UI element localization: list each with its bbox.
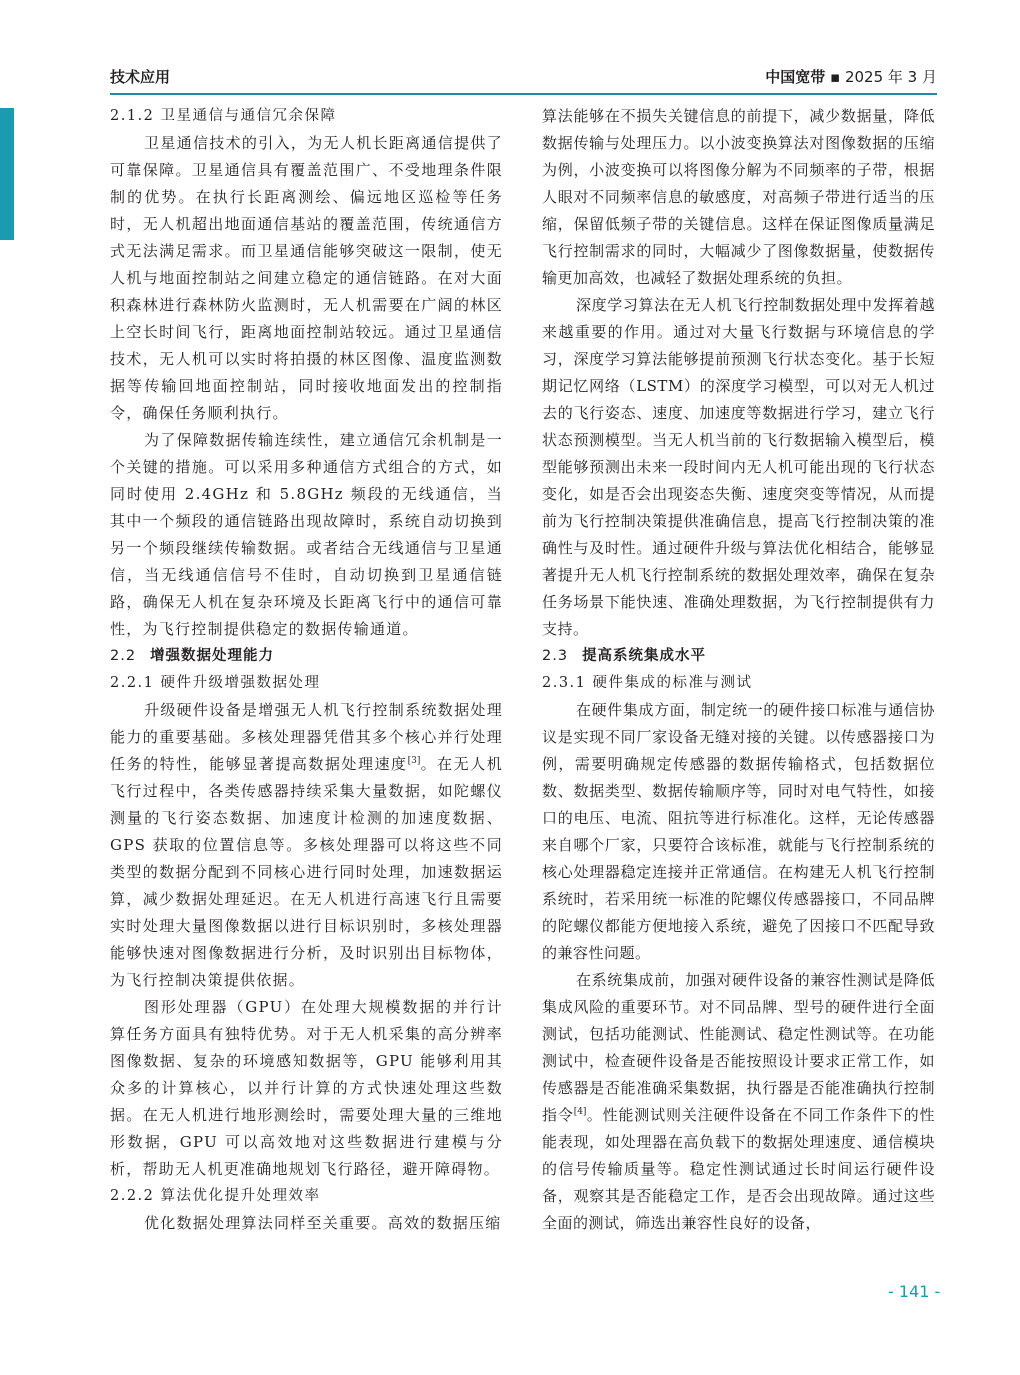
paragraph: 深度学习算法在无人机飞行控制数据处理中发挥着越来越重要的作用。通过对大量飞行数据与环境信息的学习，深度学习算法能够提前预测飞行状态变化。基于长短期记忆网络（LSTM）的深度学习模型，可以对无人机过去的飞行姿态、速度、加速度等数据进行学习，建立飞行状态预测模型。当无人机当前的飞行数据输入模型后，模型能够预测出未来一段时间内无人机可能出现的飞行状态变化，如是否会出现姿态失衡、速度突变等情况，从而提前为飞行控制决策提供准确信息，提高飞行控制决策的准确性与及时性。通过硬件升级与算法优化相结合，能够显著提升无人机飞行控制系统的数据处理效率，确保在复杂任务场景下能快速、准确处理数据，为飞行控制提供有力支持。 bbox=[542, 296, 935, 638]
paragraph-text: 。性能测试则关注硬件设备在不同工作条件下的性能表现，如处理器在高负载下的数据处理速度、通信模块的信号传输质量等。稳定性测试通过长时间运行硬件设备，观察其是否能稳定工作，是否会出现故障。通过这些全面的测试，筛选出兼容性良好的设备， bbox=[542, 1106, 935, 1232]
citation-ref: [4] bbox=[573, 1107, 587, 1117]
heading-2-2-2: 2.2.2 算法优化提升处理效率 bbox=[110, 1188, 321, 1204]
paragraph-continued: 算法能够在不损失关键信息的前提下，减少数据量，降低数据传输与处理压力。以小波变换算法对图像数据的压缩为例，小波变换可以将图像分解为不同频率的子带，根据人眼对不同频率信息的敏感度，对高频子带进行适当的压缩，保留低频子带的关键信息。这样在保证图像质量满足飞行控制需求的同时，大幅减少了图像数据量，使数据传输更加高效，也减轻了数据处理系统的负担。 bbox=[542, 107, 935, 287]
paragraph bbox=[542, 967, 935, 1237]
heading-2-3 bbox=[542, 643, 935, 670]
journal-info bbox=[765, 66, 937, 87]
separator: ▪ bbox=[830, 68, 841, 86]
heading-2-1-2: 2.1.2 卫星通信与通信冗余保障 bbox=[110, 108, 337, 124]
paragraph bbox=[110, 697, 503, 994]
paragraph: 图形处理器（GPU）在处理大规模数据的并行计算任务方面具有独特优势。对于无人机采集的高分辨率图像数据、复杂的环境感知数据等，GPU 能够利用其众多的计算核心，以并行计算的方式快速处理这些数据。在无人机进行地形测绘时，需要处理大量的三维地形数据，GPU 可以高效地对这些数据进行建模与分析，帮助无人机更准确地规划飞行路径，避开障碍物。 bbox=[110, 998, 503, 1178]
heading-2-2-1: 2.2.1 硬件升级增强数据处理 bbox=[110, 675, 321, 691]
paragraph: 为了保障数据传输连续性，建立通信冗余机制是一个关键的措施。可以采用多种通信方式组合的方式，如同时使用 2.4GHz 和 5.8GHz 频段的无线通信，当其中一个频段的通信链路出现故障时，系统自动切换到另一个频段继续传输数据。或者结合无线通信与卫星通信，当无线通信信号不佳时，自动切换到卫星通信链路，确保无人机在复杂环境及长距离飞行中的通信可靠性，为飞行控制提供稳定的数据传输通道。 bbox=[110, 431, 503, 638]
heading-number: 2.2 bbox=[110, 648, 137, 664]
paragraph-text: 。在无人机飞行过程中，各类传感器持续采集大量数据，如陀螺仪测量的飞行姿态数据、加速度计检测的加速度数据、GPS 获取的位置信息等。多核处理器可以将这些不同类型的数据分配到不同核心进行同时处理，加速数据运算，减少数据处理延迟。在无人机进行高速飞行且需要实时处理大量图像数据以进行目标识别时，多核处理器能够快速对图像数据进行分析，及时识别出目标物体，为飞行控制决策提供依据。 bbox=[110, 755, 503, 989]
heading-title: 提高系统集成水平 bbox=[582, 648, 707, 664]
paragraph: 卫星通信技术的引入，为无人机长距离通信提供了可靠保障。卫星通信具有覆盖范围广、不受地理条件限制的优势。在执行长距离测绘、偏远地区巡检等任务时，无人机超出地面通信基站的覆盖范围，传统通信方式无法满足需求。而卫星通信能够突破这一限制，使无人机与地面控制站之间建立稳定的通信链路。在对大面积森林进行森林防火监测时，无人机需要在广阔的林区上空长时间飞行，距离地面控制站较远。通过卫星通信技术，无人机可以实时将拍摄的林区图像、温度监测数据等传输回地面控制站，同时接收地面发出的控制指令，确保任务顺利执行。 bbox=[110, 134, 503, 422]
heading-number: 2.3 bbox=[542, 648, 569, 664]
heading-2-2 bbox=[110, 643, 503, 670]
page-header bbox=[110, 64, 937, 95]
heading-title: 增强数据处理能力 bbox=[150, 648, 275, 664]
paragraph-text: 升级硬件设备是增强无人机飞行控制系统数据处理能力的重要基础。多核处理器凭借其多个核心并行处理任务的特性，能够显著提高数据处理速度 bbox=[110, 701, 503, 773]
citation-ref: [3] bbox=[407, 756, 421, 766]
page-number: - 141 - bbox=[888, 1282, 941, 1301]
paragraph: 在硬件集成方面，制定统一的硬件接口标准与通信协议是实现不同厂家设备无缝对接的关键。以传感器接口为例，需要明确规定传感器的数据传输格式，包括数据位数、数据类型、数据传输顺序等，同时对电气特性，如接口的电压、电流、阻抗等进行标准化。这样，无论传感器来自哪个厂家，只要符合该标准，就能与飞行控制系统的核心处理器稳定连接并正常通信。在构建无人机飞行控制系统时，若采用统一标准的陀螺仪传感器接口，不同品牌的陀螺仪都能方便地接入系统，避免了因接口不匹配导致的兼容性问题。 bbox=[542, 701, 935, 962]
journal-name: 中国宽带 bbox=[765, 68, 826, 86]
paragraph-text: 在系统集成前，加强对硬件设备的兼容性测试是降低集成风险的重要环节。对不同品牌、型号的硬件进行全面测试，包括功能测试、性能测试、稳定性测试等。在功能测试中，检查硬件设备是否能按照设计要求正常工作，如传感器是否能准确采集数据，执行器是否能准确执行控制指令 bbox=[542, 971, 935, 1124]
paragraph: 优化数据处理算法同样至关重要。高效的数据压缩 bbox=[144, 1214, 502, 1232]
issue-date: 2025 年 3 月 bbox=[844, 68, 937, 86]
side-accent-bar bbox=[0, 108, 14, 240]
heading-2-3-1: 2.3.1 硬件集成的标准与测试 bbox=[542, 675, 753, 691]
section-label: 技术应用 bbox=[110, 68, 171, 86]
left-column bbox=[110, 103, 503, 1237]
right-column bbox=[542, 103, 935, 1237]
